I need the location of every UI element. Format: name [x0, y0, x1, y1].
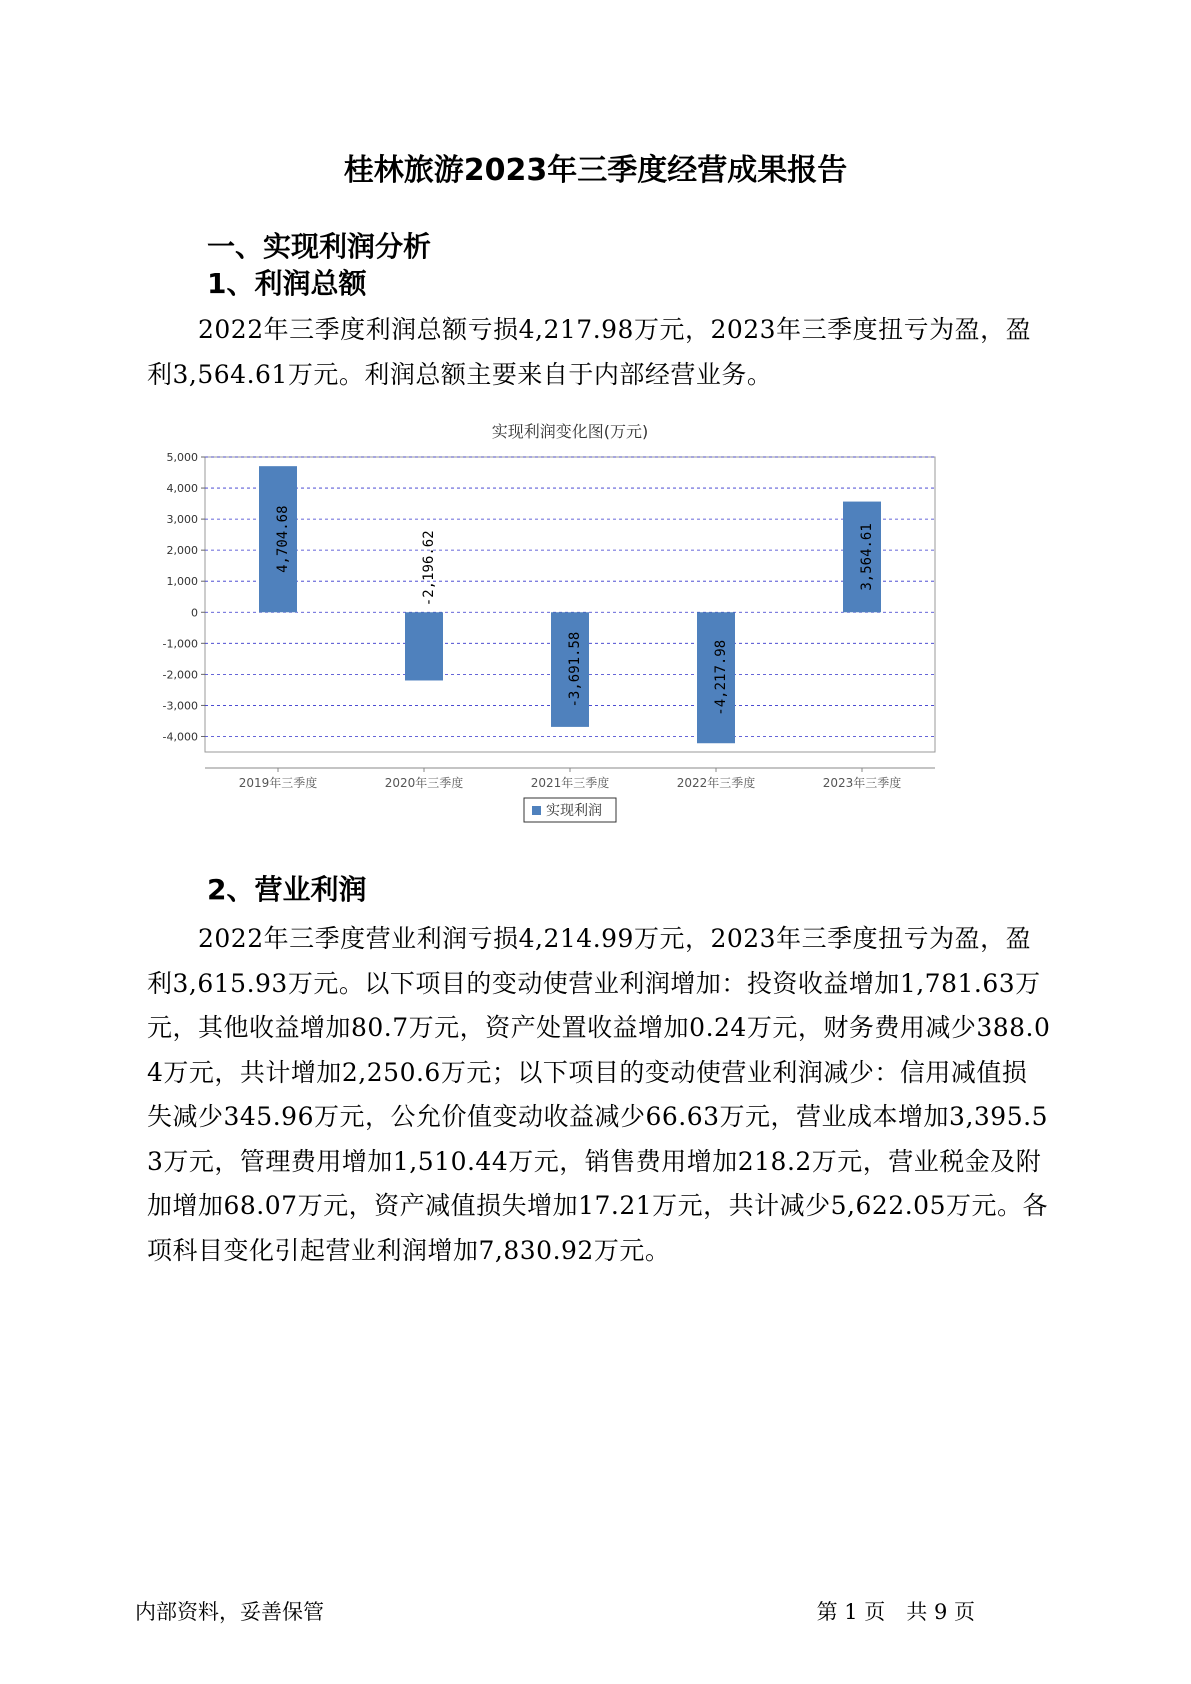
total-profit-paragraph: 2022年三季度利润总额亏损4,217.98万元，2023年三季度扭亏为盈，盈利3,564.61万元。利润总额主要来自于内部经营业务。 [147, 315, 1032, 389]
subsection-heading-total-profit: 1、利润总额 [207, 267, 367, 300]
footer-page-number: 第 1 页 共 9 页 [816, 1600, 975, 1624]
x-tick-label: 2019年三季度 [238, 776, 318, 790]
bar-value-label: 4,704.68 [275, 505, 291, 573]
operating-profit-paragraph: 2022年三季度营业利润亏损4,214.99万元，2023年三季度扭亏为盈，盈利3,615.93万元。以下项目的变动使营业利润增加：投资收益增加1,781.63万元，其他收益增加80.7万元，资产处置收益增加0.24万元，财务费用减少388.04万元，共计增加2,250.6万元；以下项目的变动使营业利润减少：信用减值损失减少345.96万元，公允价值变动收益减少66.63万元，营业成本增加3,395.53万元，管理费用增加1,510.44万元，销售费用增加218.2万元，营业税金及附加增加68.07万元，资产减值损失增加17.21万元，共计减少5,622.05万元。各项科目变化引起营业利润增加7,830.92万元。 [147, 924, 1051, 1265]
bar-value-label: 3,564.61 [859, 523, 875, 591]
bar-value-label: -4,217.98 [713, 639, 729, 716]
y-tick-label: 0 [191, 606, 198, 620]
legend-label: 实现利润 [546, 803, 602, 819]
bar-value-label: -3,691.58 [567, 631, 583, 708]
section-heading-profit-analysis: 一、实现利润分析 [207, 230, 432, 263]
y-tick-label: -2,000 [162, 668, 198, 682]
bar-value-label: -2,196.62 [421, 530, 437, 607]
legend-swatch [532, 806, 541, 815]
x-tick-label: 2021年三季度 [530, 776, 610, 790]
subsection-heading-operating-profit: 2、营业利润 [207, 873, 367, 906]
y-tick-label: -1,000 [162, 637, 198, 651]
x-tick-label: 2022年三季度 [676, 776, 756, 790]
profit-change-chart [160, 422, 1030, 900]
y-tick-label: -3,000 [162, 699, 198, 713]
y-tick-label: 4,000 [166, 482, 198, 496]
y-tick-label: 2,000 [166, 544, 198, 558]
y-tick-label: 5,000 [166, 451, 198, 464]
chart-title: 实现利润变化图(万元) [491, 422, 649, 441]
x-tick-label: 2023年三季度 [822, 776, 902, 790]
footer-confidential-note: 内部资料，妥善保管 [135, 1600, 324, 1624]
y-tick-label: 1,000 [166, 575, 198, 589]
chart-svg [160, 422, 1030, 900]
document-title: 桂林旅游2023年三季度经营成果报告 [343, 153, 848, 188]
x-tick-label: 2020年三季度 [384, 776, 464, 790]
y-tick-label: -4,000 [162, 730, 198, 744]
y-tick-label: 3,000 [166, 513, 198, 527]
bar [405, 612, 443, 680]
